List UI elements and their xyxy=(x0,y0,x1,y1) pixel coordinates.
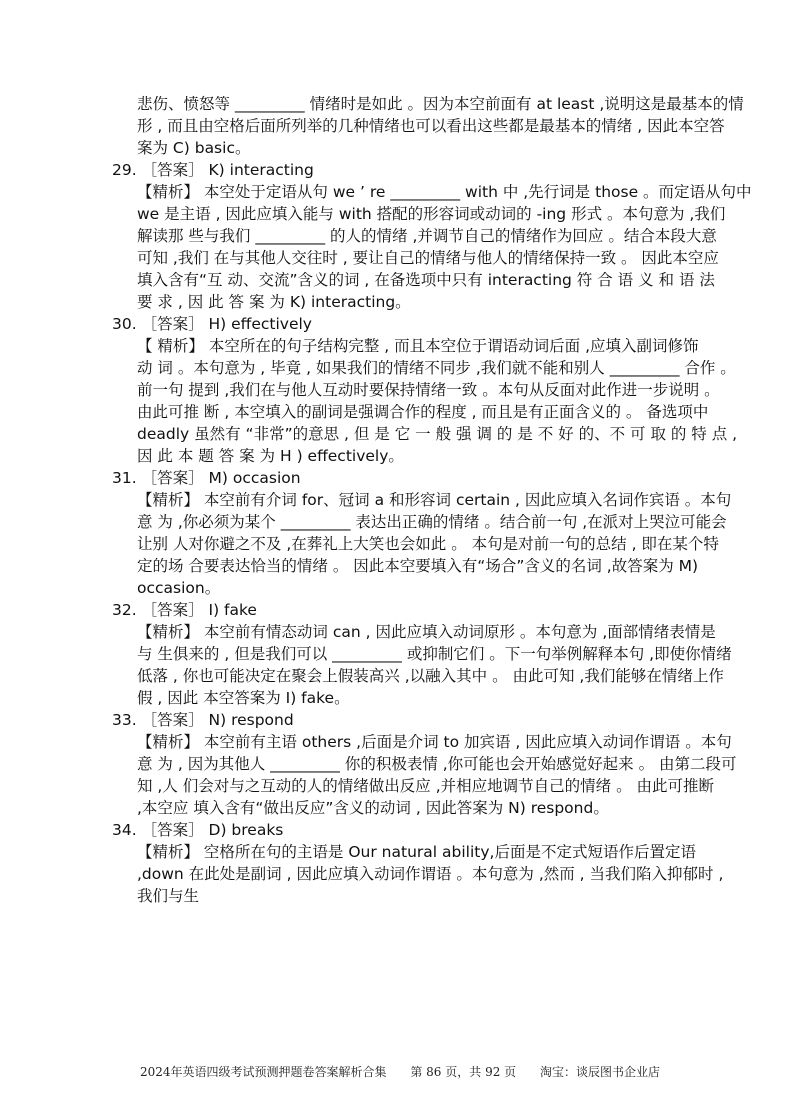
answer-heading-32: 32. ［答案］ I) fake xyxy=(112,601,257,619)
text-line: 【精析】 本空处于定语从句 we ’ re _________ with 中 ,先行词是 those 。而定语从句中 xyxy=(137,183,752,201)
text-line: 【精析】 本空前有主语 others ,后面是介词 to 加宾语 , 因此应填入动词作谓语 。本句 xyxy=(137,733,732,751)
text-line: 解读那 些与我们 _________ 的人的情绪 ,并调节自己的情绪作为回应 。结合本段大意 xyxy=(137,227,717,245)
text-line: 悲伤、愤怒等 _________ 情绪时是如此 。因为本空前面有 at least ,说明这是最基本的情 xyxy=(137,95,744,113)
text-line: 案为 C) basic。 xyxy=(137,139,251,157)
text-line: 低落 , 你也可能决定在聚会上假装高兴 ,以融入其中 。 由此可知 ,我们能够在情绪上作 xyxy=(137,667,724,685)
answer-heading-34: 34. ［答案］ D) breaks xyxy=(112,821,284,839)
text-line: 因 此 本 题 答 案 为 H ) effectively。 xyxy=(137,447,404,465)
text-line: 假 , 因此 本空答案为 I) fake。 xyxy=(137,689,350,707)
text-line: 【精析】 本空前有情态动词 can , 因此应填入动词原形 。本句意为 ,面部情绪表情是 xyxy=(137,623,716,641)
footer-title: 2024年英语四级考试预测押题卷答案解析合集 xyxy=(139,1065,387,1079)
text-line: 要 求 , 因 此 答 案 为 K) interacting。 xyxy=(137,293,411,311)
text-line: 【精析】 本空前有介词 for、冠词 a 和形容词 certain , 因此应填入名词作宾语 。本句 xyxy=(137,491,732,509)
text-line: 意 为 , 因为其他人 _________ 你的积极表情 ,你可能也会开始感觉好起来 。 由第二段可 xyxy=(137,755,737,773)
text-line: 意 为 ,你必须为某个 _________ 表达出正确的情绪 。结合前一句 ,在派对上哭泣可能会 xyxy=(137,513,727,531)
text-line: 知 ,人 们会对与之互动的人的情绪做出反应 ,并相应地调节自己的情绪 。 由此可推断 xyxy=(137,777,714,795)
text-line: 【精析】 空格所在句的主语是 Our natural ability,后面是不定式短语作后置定语 xyxy=(137,843,696,861)
text-line: 让别 人对你避之不及 ,在葬礼上大笑也会如此 。 本句是对前一句的总结 , 即在某个特 xyxy=(137,535,719,553)
text-line: 由此可推 断 , 本空填入的副词是强调合作的程度 , 而且是有正面含义的 。 备选项中 xyxy=(137,403,709,421)
footer-shop: 淘宝：谈辰图书企业店 xyxy=(540,1065,661,1079)
answer-heading-29: 29. ［答案］ K) interacting xyxy=(112,161,314,179)
answer-heading-30: 30. ［答案］ H) effectively xyxy=(112,315,312,333)
text-line: deadly 虽然有 “非常”的意思 , 但 是 它 一 般 强 调 的 是 不 好 的、不 可 取 的 特 点 , xyxy=(137,425,738,443)
text-line: 【 精析】 本空所在的句子结构完整 , 而且本空位于谓语动词后面 ,应填入副词修饰 xyxy=(137,337,699,355)
answer-heading-31: 31. ［答案］ M) occasion xyxy=(112,469,301,487)
text-line: 与 生俱来的 , 但是我们可以 _________ 或抑制它们 。下一句举例解释本句 ,即使你情绪 xyxy=(137,645,732,663)
footer-page-number: 第 86 页，共 92 页 xyxy=(410,1065,517,1079)
text-line: occasion。 xyxy=(137,579,221,597)
text-line: 形 , 而且由空格后面所列举的几种情绪也可以看出这些都是最基本的情绪 , 因此本空答 xyxy=(137,117,725,135)
text-line: we 是主语 , 因此应填入能与 with 搭配的形容词或动词的 -ing 形式 。本句意为 ,我们 xyxy=(137,205,726,223)
text-line: 可知 ,我们 在与其他人交往时 , 要让自己的情绪与他人的情绪保持一致 。 因此本空应 xyxy=(137,249,719,267)
text-line: ,本空应 填入含有“做出反应”含义的动词 , 因此答案为 N) respond。 xyxy=(137,799,609,817)
text-line: 定的场 合要表达恰当的情绪 。 因此本空要填入有“场合”含义的名词 ,故答案为 M) xyxy=(137,557,699,575)
text-line: 动 词 。本句意为 , 毕竟 , 如果我们的情绪不同步 ,我们就不能和别人 _________ 合作 。 xyxy=(137,359,736,377)
text-line: 填入含有“互 动、交流”含义的词 , 在备选项中只有 interacting 符 合 语 义 和 语 法 xyxy=(137,271,715,289)
text-line: ,down 在此处是副词 , 因此应填入动词作谓语 。本句意为 ,然而 , 当我们陷入抑郁时 , xyxy=(137,865,724,883)
text-line: 我们与生 xyxy=(137,887,200,905)
text-line: 前一句 提到 ,我们在与他人互动时要保持情绪一致 。本句从反面对此作进一步说明 。 xyxy=(137,381,720,399)
page-footer xyxy=(0,1063,800,1080)
answer-heading-33: 33. ［答案］ N) respond xyxy=(112,711,294,729)
